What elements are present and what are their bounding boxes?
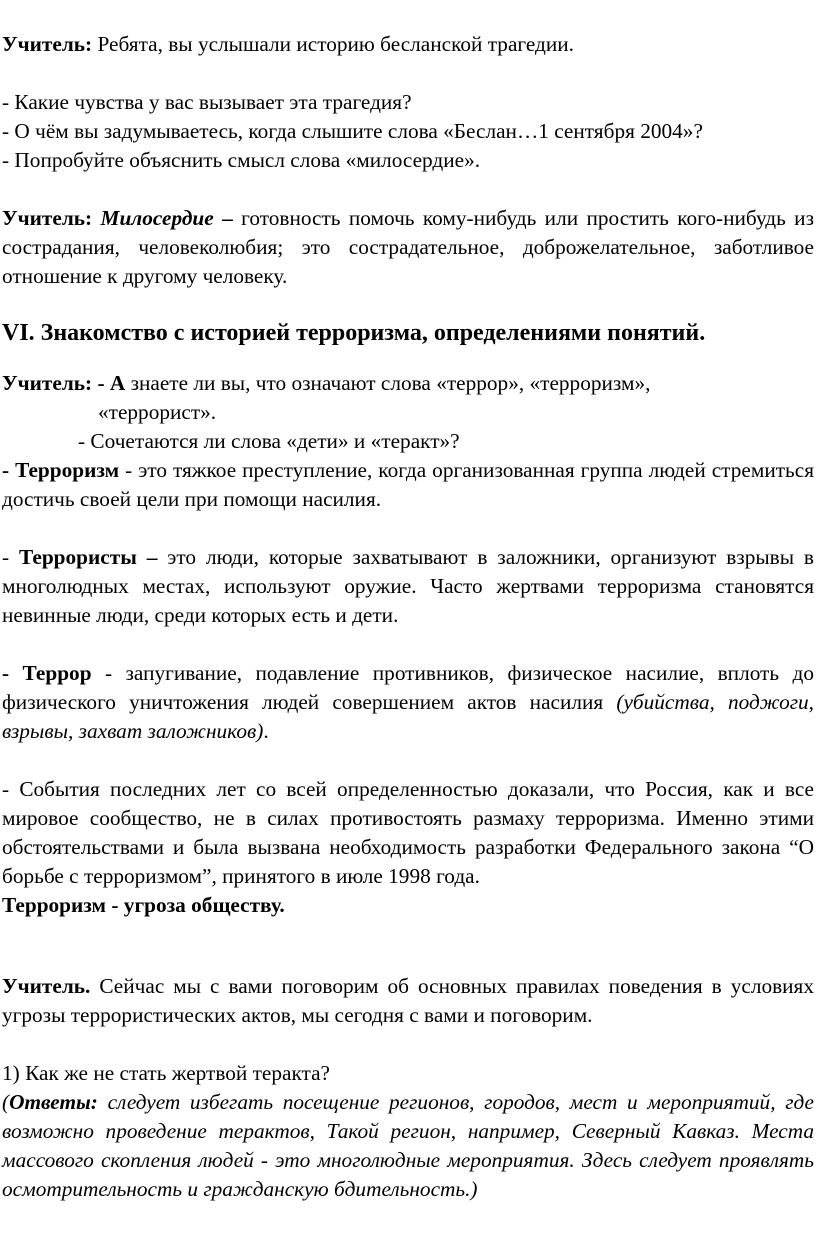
terrorists-definition <box>2 543 814 630</box>
terrorists-text: это люди, которые захватывают в заложники, организуют взрывы в многолюдных местах, используют оружие. Часто жертвами терроризма становятся невинные люди, среди которых есть и дети. <box>2 545 814 627</box>
definition-dash: – <box>213 206 233 230</box>
item-1-question: 1) Как же не стать жертвой теракта? <box>2 1061 331 1085</box>
terror-text: - запугивание, подавление противников, физическое насилие, вплоть до физического уничтожения людей совершением актов насилия <box>2 661 814 714</box>
intro-paragraph <box>2 30 814 59</box>
teacher-label: Учитель: <box>2 206 101 230</box>
definition-paragraph <box>2 204 814 291</box>
teacher-label: Учитель: <box>2 32 93 56</box>
teacher-question <box>2 369 814 398</box>
terrorism-term: - Терроризм <box>2 458 120 482</box>
terrorism-definition <box>2 456 814 514</box>
terror-definition <box>2 659 814 746</box>
answer-open-paren: ( <box>2 1090 10 1114</box>
teacher-question-sub: - Сочетаются ли слова «дети» и «теракт»? <box>78 429 460 453</box>
answer-text: следует избегать посещение регионов, городов, мест и мероприятий, где возможно проведение терактов, Такой регион, например, Северный Кавказ. Места массового скопления людей - это многолюдные мероприятия. Здесь следует проявлять осмотрительность и гражданскую бдительность.) <box>2 1090 814 1201</box>
terror-end: . <box>263 719 269 743</box>
answers-label: Ответы: <box>9 1090 98 1114</box>
rules-intro-text: Сейчас мы с вами поговорим об основных правилах поведения в условиях угрозы террористических актов, мы сегодня с вами и поговорим. <box>2 974 814 1027</box>
question-1: - Какие чувства у вас вызывает эта трагедия? <box>2 90 412 114</box>
definition-text: готовность помочь кому-нибудь или простить кого-нибудь из сострадания, человеколюбия; это сострадательное, доброжелательное, заботливое отношение к другому человеку. <box>2 206 814 288</box>
item-1-answer <box>2 1088 814 1204</box>
terrorism-text: - это тяжкое преступление, когда организованная группа людей стремиться достичь своей цели при помощи насилия. <box>2 458 814 511</box>
terrorists-term: Террористы – <box>18 545 158 569</box>
rules-intro-paragraph <box>2 972 814 1030</box>
question-2: - О чём вы задумываетесь, когда слышите слова «Беслан…1 сентября 2004»? <box>2 119 703 143</box>
definition-term: Милосердие <box>100 206 214 230</box>
terror-term: - Террор <box>2 661 92 685</box>
teacher-question-cont: «террорист». <box>98 400 217 424</box>
terrorists-dash: - <box>2 545 19 569</box>
intro-text: Ребята, вы услышали историю бесланской трагедии. <box>92 32 574 56</box>
events-paragraph: - События последних лет со всей определенностью доказали, что Россия, как и все мировое сообщество, не в силах противостоять размаху терроризма. Именно этими обстоятельствами и была вызвана необходимость разработки Федерального закона “О борьбе с терроризмом”, принятого в июле 1998 года. <box>2 777 814 888</box>
teacher-label: Учитель: - А <box>2 371 126 395</box>
section-heading: VI. Знакомство с историей терроризма, определениями понятий. <box>2 320 706 346</box>
teacher-label: Учитель. <box>2 974 91 998</box>
terror-examples: (убийства, поджоги, взрывы, захват заложников) <box>2 690 815 743</box>
teacher-question-text: знаете ли вы, что означают слова «террор», «терроризм», <box>125 371 651 395</box>
threat-statement: Терроризм - угроза обществу. <box>2 893 285 917</box>
question-3: - Попробуйте объяснить смысл слова «милосердие». <box>2 148 481 172</box>
